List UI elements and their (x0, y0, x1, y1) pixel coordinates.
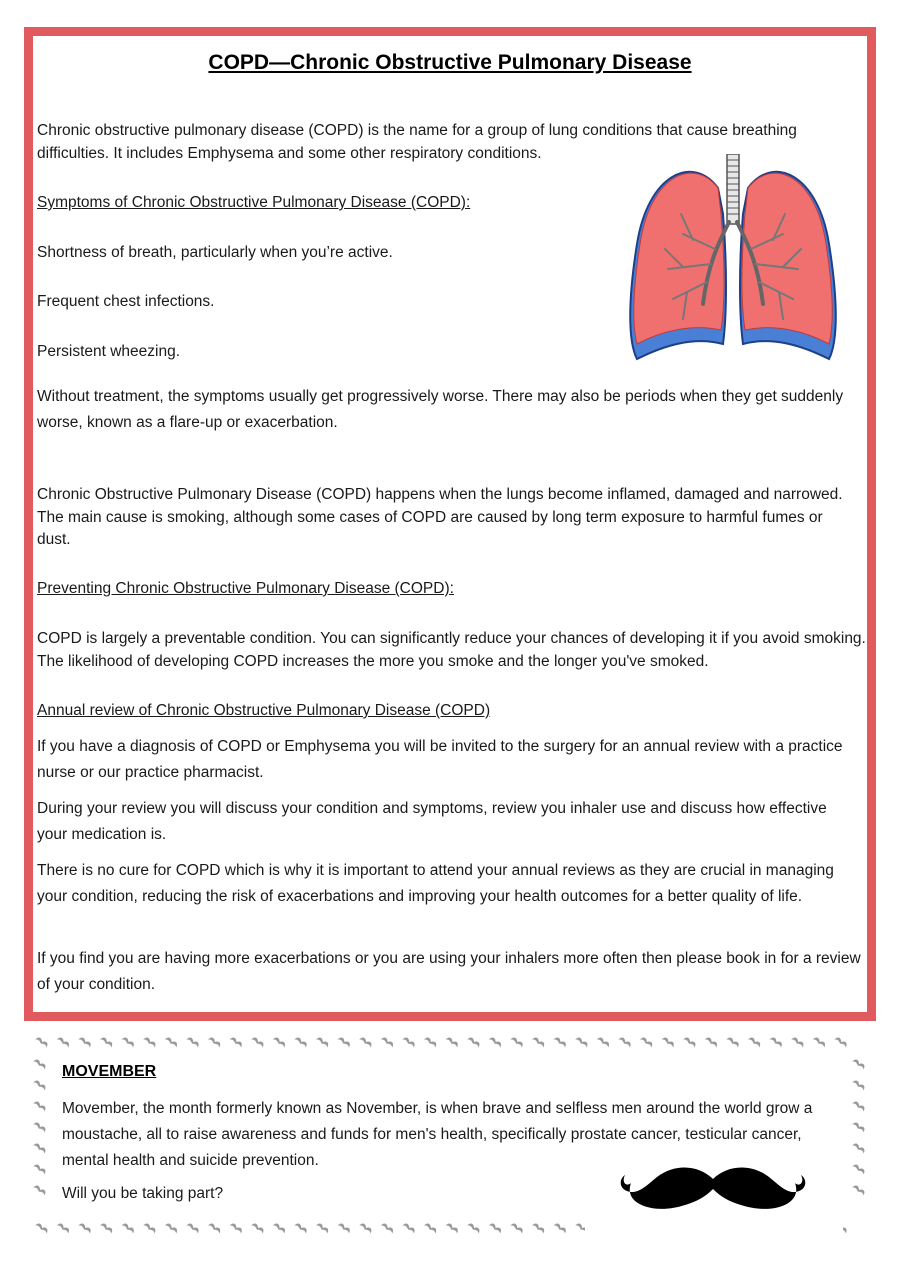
copd-title: COPD—Chronic Obstructive Pulmonary Disease (208, 51, 692, 74)
review-paragraph: During your review you will discuss your condition and symptoms, review you inhaler use and discuss how effective your medication is. (37, 800, 827, 843)
symptom-item: Frequent chest infections. (37, 293, 215, 310)
symptom-item: Shortness of breath, particularly when you’re active. (37, 244, 393, 261)
review-paragraph: There is no cure for COPD which is why it is important to attend your annual reviews as they are crucial in managing your condition, reducing the risk of exacerbations and improving your health outcomes for a better quality of life. (37, 862, 834, 905)
movember-section (28, 1030, 873, 1240)
moustache-image (585, 1145, 843, 1275)
lungs-illustration-icon (623, 154, 843, 366)
review-paragraph: If you have a diagnosis of COPD or Emphysema you will be invited to the surgery for an annual review with a practice nurse or our practice pharmacist. (37, 738, 843, 781)
symptom-item: Persistent wheezing. (37, 343, 181, 360)
movember-title: MOVEMBER (62, 1063, 157, 1080)
preventing-heading: Preventing Chronic Obstructive Pulmonary Disease (COPD): (37, 580, 454, 597)
symptoms-heading: Symptoms of Chronic Obstructive Pulmonary Disease (COPD): (37, 194, 471, 211)
moustache-icon (615, 1161, 811, 1215)
copd-preventing: COPD is largely a preventable condition. You can significantly reduce your chances of developing it if you avoid smoking. The likelihood of developing COPD increases the more you smoke and the longer you've smoked. (37, 630, 866, 670)
copd-intro: Chronic obstructive pulmonary disease (COPD) is the name for a group of lung conditions that cause breathing difficulties. It includes Emphysema and some other respiratory conditions. (37, 122, 797, 162)
copd-treatment: Without treatment, the symptoms usually get progressively worse. There may also be periods when they get suddenly worse, known as a flare-up or exacerbation. (37, 388, 844, 431)
movember-question: Will you be taking part? (62, 1185, 224, 1202)
movember-text: Movember, the month formerly known as November, is when brave and selfless men around the world grow a moustache, all to raise awareness and funds for men's health, specifically prostate cancer, testicular cancer, mental health and suicide prevention. (62, 1100, 813, 1169)
review-paragraph: If you find you are having more exacerbations or you are using your inhalers more often then please book in for a review of your condition. (37, 950, 861, 993)
copd-cause: Chronic Obstructive Pulmonary Disease (COPD) happens when the lungs become inflamed, damaged and narrowed. The main cause is smoking, although some cases of COPD are caused by long term exposure to harmful fumes or dust. (37, 486, 843, 548)
review-heading: Annual review of Chronic Obstructive Pulmonary Disease (COPD) (37, 702, 491, 719)
copd-section (24, 27, 876, 1021)
